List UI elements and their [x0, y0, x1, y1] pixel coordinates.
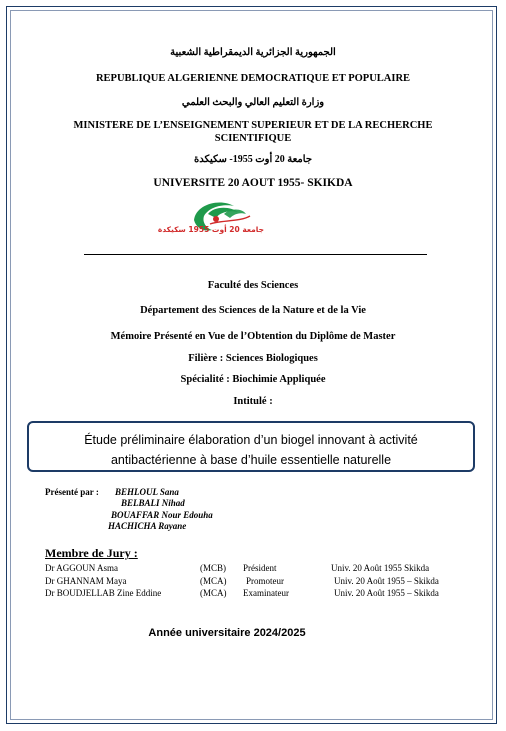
jury-university: Univ. 20 Août 1955 Skikda	[331, 563, 430, 573]
jury-university: Univ. 20 Août 1955 – Skikda	[334, 576, 439, 586]
specialite: Spécialité : Biochimie Appliquée	[180, 374, 326, 385]
ministry-french-line2: SCIENTIFIQUE	[214, 133, 292, 144]
university-logo	[157, 198, 266, 242]
presented-by-label: Présenté par :	[45, 487, 99, 497]
thesis-title-line1: Étude préliminaire élaboration d’un biogel innovant à activité	[84, 433, 418, 447]
thesis-title-box	[27, 421, 475, 472]
intitule-label: Intitulé :	[233, 396, 273, 407]
republic-french: REPUBLIQUE ALGERIENNE DEMOCRATIQUE ET POPULAIRE	[95, 73, 411, 84]
jury-name: Dr GHANNAM Maya	[45, 576, 127, 586]
department: Département des Sciences de la Nature et de la Vie	[140, 305, 366, 316]
jury-title: Membre de Jury :	[45, 546, 138, 560]
student-name: BELBALI Nihad	[121, 498, 185, 508]
jury-name: Dr BOUDJELLAB Zine Eddine	[45, 588, 162, 598]
jury-role: Promoteur	[246, 576, 284, 586]
logo-text: جامعة 20 أوت 1955 سكيكدة	[157, 225, 264, 234]
ministry-french-line1: MINISTERE DE L’ENSEIGNEMENT SUPERIEUR ET DE LA RECHERCHE	[73, 120, 433, 131]
jury-grade: (MCB)	[200, 563, 227, 573]
faculty: Faculté des Sciences	[207, 280, 299, 291]
jury-role: Président	[243, 563, 277, 573]
student-name: BOUAFFAR Nour Edouha	[111, 510, 213, 520]
jury-university: Univ. 20 Août 1955 – Skikda	[334, 588, 439, 598]
filiere: Filière : Sciences Biologiques	[188, 353, 318, 364]
republic-arabic: الجمهورية الجزائرية الديمقراطية الشعبية	[170, 47, 336, 58]
jury-grade: (MCA)	[200, 576, 227, 586]
student-name: BEHLOUL Sana	[115, 487, 179, 497]
university-french: UNIVERSITE 20 AOUT 1955- SKIKDA	[153, 177, 353, 189]
page-border-inner	[10, 10, 493, 720]
ministry-arabic: وزارة التعليم العالي والبحث العلمي	[181, 97, 325, 108]
jury-role: Examinateur	[243, 588, 289, 598]
academic-year: Année universitaire 2024/2025	[148, 627, 306, 639]
student-name: HACHICHA Rayane	[108, 521, 187, 531]
university-arabic: جامعة 20 أوت 1955- سكيكدة	[193, 154, 313, 165]
jury-name: Dr AGGOUN Asma	[45, 563, 118, 573]
memoire-statement: Mémoire Présenté en Vue de l’Obtention du Diplôme de Master	[110, 331, 396, 342]
separator-line	[84, 254, 427, 255]
thesis-title-line2: antibactérienne à base d’huile essentielle naturelle	[110, 453, 392, 467]
jury-grade: (MCA)	[200, 588, 227, 598]
